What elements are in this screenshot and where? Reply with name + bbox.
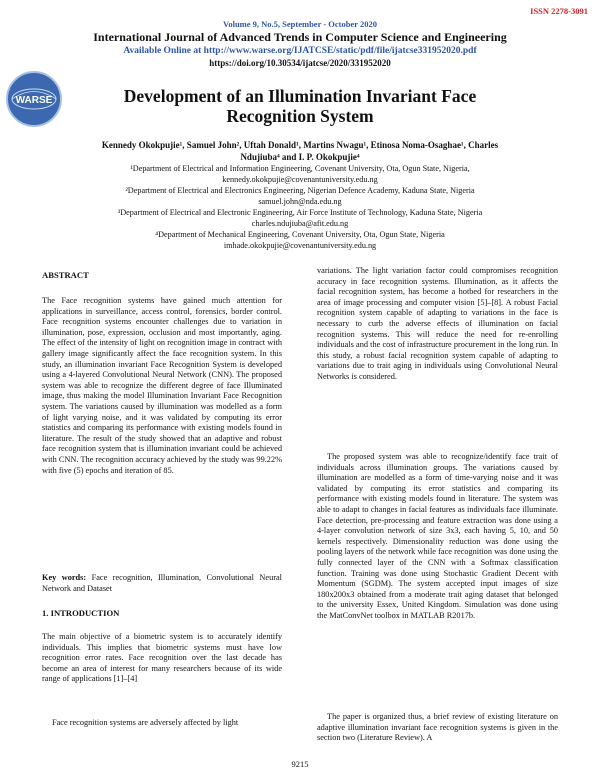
online-link[interactable]: Available Online at http://www.warse.org/IJATCSE/static/pdf/file/ijatcse331952020.pdf [123,46,477,56]
title-line-2: Recognition System [226,106,374,126]
paper-title [90,86,510,126]
page-number: 9215 [291,759,309,769]
keywords-label: Key words: [42,573,87,582]
introduction-heading: 1. INTRODUCTION [42,608,120,618]
authors [60,139,540,163]
email-2: samuel.john@nda.edu.ng [258,197,342,206]
warse-logo [5,70,63,128]
intro-paragraph-2: Face recognition systems are adversely affected by light [52,718,239,727]
authors-line-2: Ndujiuba⁴ and I. P. Okokpujie⁴ [240,152,360,162]
right-paragraph-2: The proposed system was able to recognize/identify face trait of individuals across illumination groups. The variations caused by illumination are modelled as a form of time-varying noise and it was validated by computing its error statistics and comparing its performance with existing models found in literature. The system was able to adapt to changes in facial features as individuals face illuminate. Face detection, pre-processing and feature extraction was done using a 4-layer convolution network of size 3x3, each having 5, 10, and 50 kernels respectively. Dimensionality reduction was done using the pooling layers of the network while face recognition was done using the fully connected layer of the CNN with a Softmax classification function. Training was done using Stochastic Gradient Decent with Momentum (SGDM). The system accepted input images of size 180x200x3 obtained from a moderate trait aging dataset that belonged to the university Essex, United Kingdom. Simulation was done using the MatConvNet toolbox in MATLAB R2017b. [317,452,558,620]
intro-paragraph-1: The main objective of a biometric system is to accurately identify individuals. This implies that biometric systems must have low recognition error rates. Face recognition over the last decade has become an area of interest for many researchers because of its wide range of applications [1]–[4] [42,632,282,684]
right-paragraph-1: variations. The light variation factor could compromises recognition accuracy in face recognition systems. Illumination, as it affects the facial recognition system, has become a hotbed for researchers in the area of image processing and computer vision [5]–[8]. A robust Facial recognition system capable of adapting to variations in the face is necessary to curb the adverse effects of illumination on facial recognition systems. This will reduce the need for re-enrolling individuals and the cost of infrastructure procurement in the long run. In this study, a robust facial recognition system capable of adapting to variations due to trait aging in individuals using Convolutional Neural Networks is considered. [317,266,558,381]
affiliation-1: ¹Department of Electrical and Information Engineering, Covenant University, Ota, Ogun State, Nigeria, [130,164,470,173]
authors-line-1: Kennedy Okokpujie¹, Samuel John², Uftah Donald¹, Martins Nwagu¹, Etinosa Noma-Osaghae¹, Charles [101,140,499,150]
affiliation-3: ³Department of Electrical and Electronic Engineering, Air Force Institute of Technology, Kaduna State, Nigeria [117,208,483,217]
abstract-text: The Face recognition systems have gained much attention for applications in surveillance, access control, forensics, border control. Face recognition systems encounter challenges due to variation in illumination, pose, expression, occlusion and most importantly, aging. The effect of the intensity of light on recognition image in contract with gallery image significantly affect the face recognition system. In this study, an illumination invariant Face Recognition System is developed using a 4-layered Convolutional Neural Network (CNN). The proposed system was able to recognize the different degree of face Illuminated image, thus making the model Illumination Invariant Face Recognition system. The variations caused by illumination was modelled as a form of light varying noise, and it was validated by computing its error statistics and comparing its performance with existing models found in literature. The result of the study showed that an adaptive and robust face recognition system that is illumination invariant could be achieved with CNN. The recognition accuracy achieved by the study was 99.22% with five (5) epochs and iteration of 85. [42,296,282,475]
issn: ISSN 2278-3091 [530,6,588,16]
email-1: kennedy.okokpujie@covenantuniversity.edu.ng [222,175,378,184]
abstract-heading: ABSTRACT [42,270,89,280]
volume-info: Volume 9, No.5, September - October 2020 [222,19,377,29]
doi-link[interactable]: https://doi.org/10.30534/ijatcse/2020/331952020 [209,58,391,68]
title-line-1: Development of an Illumination Invariant Face [123,86,477,106]
affiliations [40,163,560,251]
affiliation-4: ⁴Department of Mechanical Engineering, Covenant University, Ota, Ogun State, Nigeria [155,230,445,239]
email-3: charles.ndujiuba@afit.edu.ng [251,219,349,228]
affiliation-2: ²Department of Electrical and Electronics Engineering, Nigerian Defence Academy, Kaduna State, Nigeria [125,186,475,195]
keywords [42,573,282,594]
journal-title: International Journal of Advanced Trends in Computer Science and Engineering [93,30,507,44]
logo-text: WARSE [15,95,53,106]
keywords-text: Face recognition, Illumination, Convolutional Neural Network and Dataset [42,573,282,593]
right-paragraph-3: The paper is organized thus, a brief review of existing literature on adaptive illumination invariant face recognition systems is given in the section two (Literature Review). A [317,712,558,743]
email-4: imhade.okokpujie@covenantuniversity.edu.ng [223,241,377,250]
